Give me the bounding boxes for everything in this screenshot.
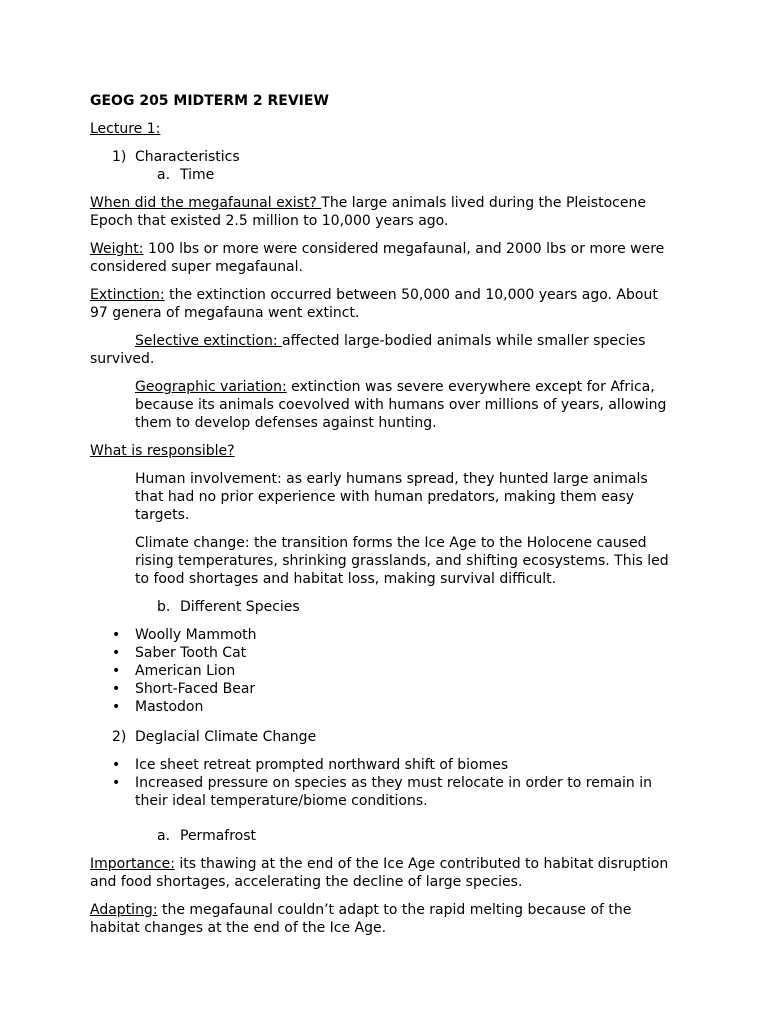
list-item: • Saber Tooth Cat xyxy=(90,644,680,662)
subsection-letter: a. xyxy=(157,167,171,183)
paragraph-label: Extinction: xyxy=(90,287,165,303)
subsection-species xyxy=(90,598,680,616)
paragraph-label: Adapting: xyxy=(90,902,158,918)
list-item: • Ice sheet retreat prompted northward shift of biomes xyxy=(90,756,680,774)
section-characteristics xyxy=(90,148,680,166)
paragraph-importance xyxy=(90,855,680,891)
document-title: GEOG 205 MIDTERM 2 REVIEW xyxy=(90,93,329,109)
paragraph-label: Geographic variation: xyxy=(135,379,287,395)
species-list xyxy=(90,626,680,716)
section-number: 2) xyxy=(112,729,127,745)
section-deglacial xyxy=(90,728,680,746)
paragraph-text: The large animals lived during the Pleistocene Epoch that existed 2.5 million to 10,000 years ago. xyxy=(90,195,646,229)
paragraph-label: What is responsible? xyxy=(90,443,235,459)
paragraph-selective xyxy=(90,332,680,368)
deglacial-list xyxy=(90,756,680,810)
list-item: • Short-Faced Bear xyxy=(90,680,680,698)
subsection-permafrost xyxy=(90,827,680,845)
subsection-label: Different Species xyxy=(180,599,300,615)
subsection-letter: b. xyxy=(157,599,171,615)
paragraph-label: When did the megafaunal exist? xyxy=(90,195,322,211)
section-label: Deglacial Climate Change xyxy=(135,729,317,745)
paragraph-geographic xyxy=(90,378,680,432)
lecture-heading xyxy=(90,120,680,138)
paragraph-text: affected large-bodied animals while smaller species survived. xyxy=(90,333,646,367)
subsection-label: Permafrost xyxy=(180,828,257,844)
paragraph-responsible xyxy=(90,442,680,460)
lecture-heading-text: Lecture 1: xyxy=(90,121,161,137)
paragraph-text: the megafaunal couldn’t adapt to the rapid melting because of the habitat changes at the end of the Ice Age. xyxy=(90,902,632,936)
list-item: • Increased pressure on species as they must relocate in order to remain in their ideal temperature/biome conditions. xyxy=(90,774,680,810)
paragraph-label: Importance: xyxy=(90,856,175,872)
list-item: • Mastodon xyxy=(90,698,680,716)
paragraph-when xyxy=(90,194,680,230)
subsection-letter: a. xyxy=(157,828,171,844)
paragraph-text: extinction was severe everywhere except for Africa, because its animals coevolved with humans over millions of years, allowing them to develop defenses against hunting. xyxy=(135,379,667,431)
paragraph-adapting xyxy=(90,901,680,937)
paragraph-text: its thawing at the end of the Ice Age contributed to habitat disruption and food shortages, accelerating the decline of large species. xyxy=(90,856,669,890)
subsection-label: Time xyxy=(180,167,215,183)
section-label: Characteristics xyxy=(135,149,240,165)
paragraph-text: 100 lbs or more were considered megafaunal, and 2000 lbs or more were considered super megafaunal. xyxy=(90,241,665,275)
paragraph-climate: Climate change: the transition forms the Ice Age to the Holocene caused rising temperatures, shrinking grasslands, and shifting ecosystems. This led to food shortages and habitat loss, making survival difficult. xyxy=(135,535,669,587)
paragraph-label: Selective extinction: xyxy=(135,333,283,349)
subsection-time xyxy=(90,166,680,184)
paragraph-extinction xyxy=(90,286,680,322)
list-item: • American Lion xyxy=(90,662,680,680)
document-body xyxy=(90,92,680,937)
paragraph-text: the extinction occurred between 50,000 and 10,000 years ago. About 97 genera of megafauna went extinct. xyxy=(90,287,658,321)
section-number: 1) xyxy=(112,149,127,165)
paragraph-human: Human involvement: as early humans spread, they hunted large animals that had no prior experience with human predators, making them easy targets. xyxy=(135,471,648,523)
paragraph-label: Weight: xyxy=(90,241,144,257)
paragraph-weight xyxy=(90,240,680,276)
list-item: • Woolly Mammoth xyxy=(90,626,680,644)
